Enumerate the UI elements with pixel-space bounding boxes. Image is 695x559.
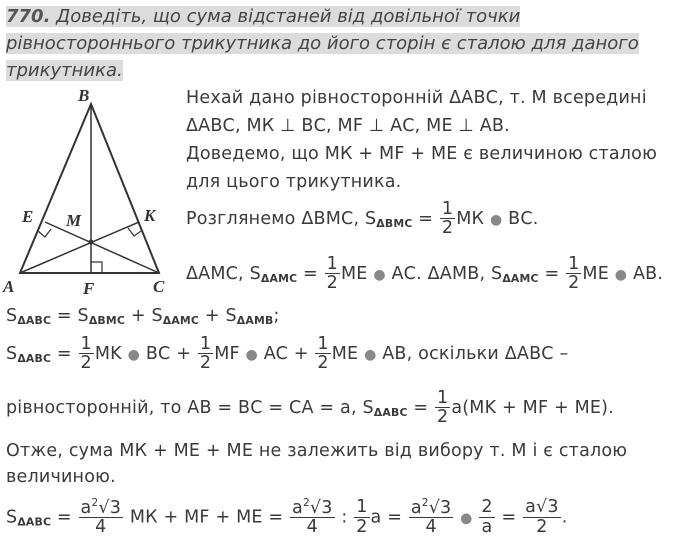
fraction-half: $\frac{1}{2}$ [441,199,454,239]
triangle-abc [20,104,159,273]
label-b: B [78,86,90,105]
label-k: K [144,206,156,225]
right-angle-f [91,262,102,273]
label-f: F [83,279,95,298]
right-angle-e [38,229,51,237]
line-final-formula: $S_{\Delta ABC}$ = $\frac{a^2√3}{4}$ МК + MF + ME = $\frac{a^2√3}{4}$ : $\frac{1}{2}$ a = $\frac{a^2√3}{4}$ ● $\frac{2}{a}$ = $\frac{a√3}{2}$ . [6,497,568,538]
line-amc-amb: ΔАМС, $S_{\Delta AMC}$ = $\frac{1}{2}$ МЕ ● АС. ΔАМВ, $S_{\Delta AMC}$ = $\frac{1}{2}$ МЕ ● АВ. [186,254,664,294]
conclusion-2: величиною. [6,467,116,487]
point-m [89,240,94,245]
line-equilateral: рівносторонній, то АВ = ВС = СА = а, $S_{\Delta ABC}$ = $\frac{1}{2}$ a(MK + MF + ME). [6,388,614,428]
task-line-2 [6,33,639,54]
solution-p4: для цього трикутника. [186,172,402,192]
fraction-half: $\frac{1}{2}$ [326,254,338,294]
triangle-figure [0,78,182,300]
line-area-sum: $S_{\Delta ABC} = S_{\Delta BMC} + S_{\Delta AMC} + S_{\Delta AMB}$; [6,306,280,328]
task-number: 770. [6,6,51,27]
solution-p2: ΔАВС, МК ⊥ ВС, MF ⊥ АС, МЕ ⊥ АВ. [186,116,510,136]
fraction-half: $\frac{1}{2}$ [568,254,580,294]
label-a: A [3,277,15,296]
label-m: M [66,211,82,230]
fraction-a2sqrt3-4: $\frac{a^2√3}{4}$ [80,497,122,538]
line-area-expanded: $S_{\Delta ABC}$ = $\frac{1}{2}$ MK ● ВС + $\frac{1}{2}$ MF ● AC + $\frac{1}{2}$ ME ● АВ, оскільки ΔАВС – [6,334,569,374]
solution-p3: Доведемо, що МК + MF + МЕ є величиною сталою [186,144,658,164]
label-e: E [22,207,34,226]
task-text-2: рівностороннього трикутника до його сторін є сталою для даного [6,33,639,54]
task-text-1: Доведіть, що сума відстаней від довільної точки [56,6,521,27]
solution-p1: Нехай дано рівносторонній ΔАВС, т. М всередині [186,88,647,108]
line-consider-bmc: Розглянемо ΔВМС, $S_{\Delta BMC}$ = $\frac{1}{2}$ МК ● ВС. [186,199,539,239]
right-angle-k [128,228,141,236]
task-line-1 [6,6,520,27]
task-text-3: трикутника. [6,60,123,81]
conclusion-1: Отже, сума МК + МЕ + ME не залежить від вибору т. М і є сталою [6,441,628,461]
fraction-asqrt3-2: $\frac{a√3}{2}$ [525,497,559,537]
label-c: C [153,277,165,296]
